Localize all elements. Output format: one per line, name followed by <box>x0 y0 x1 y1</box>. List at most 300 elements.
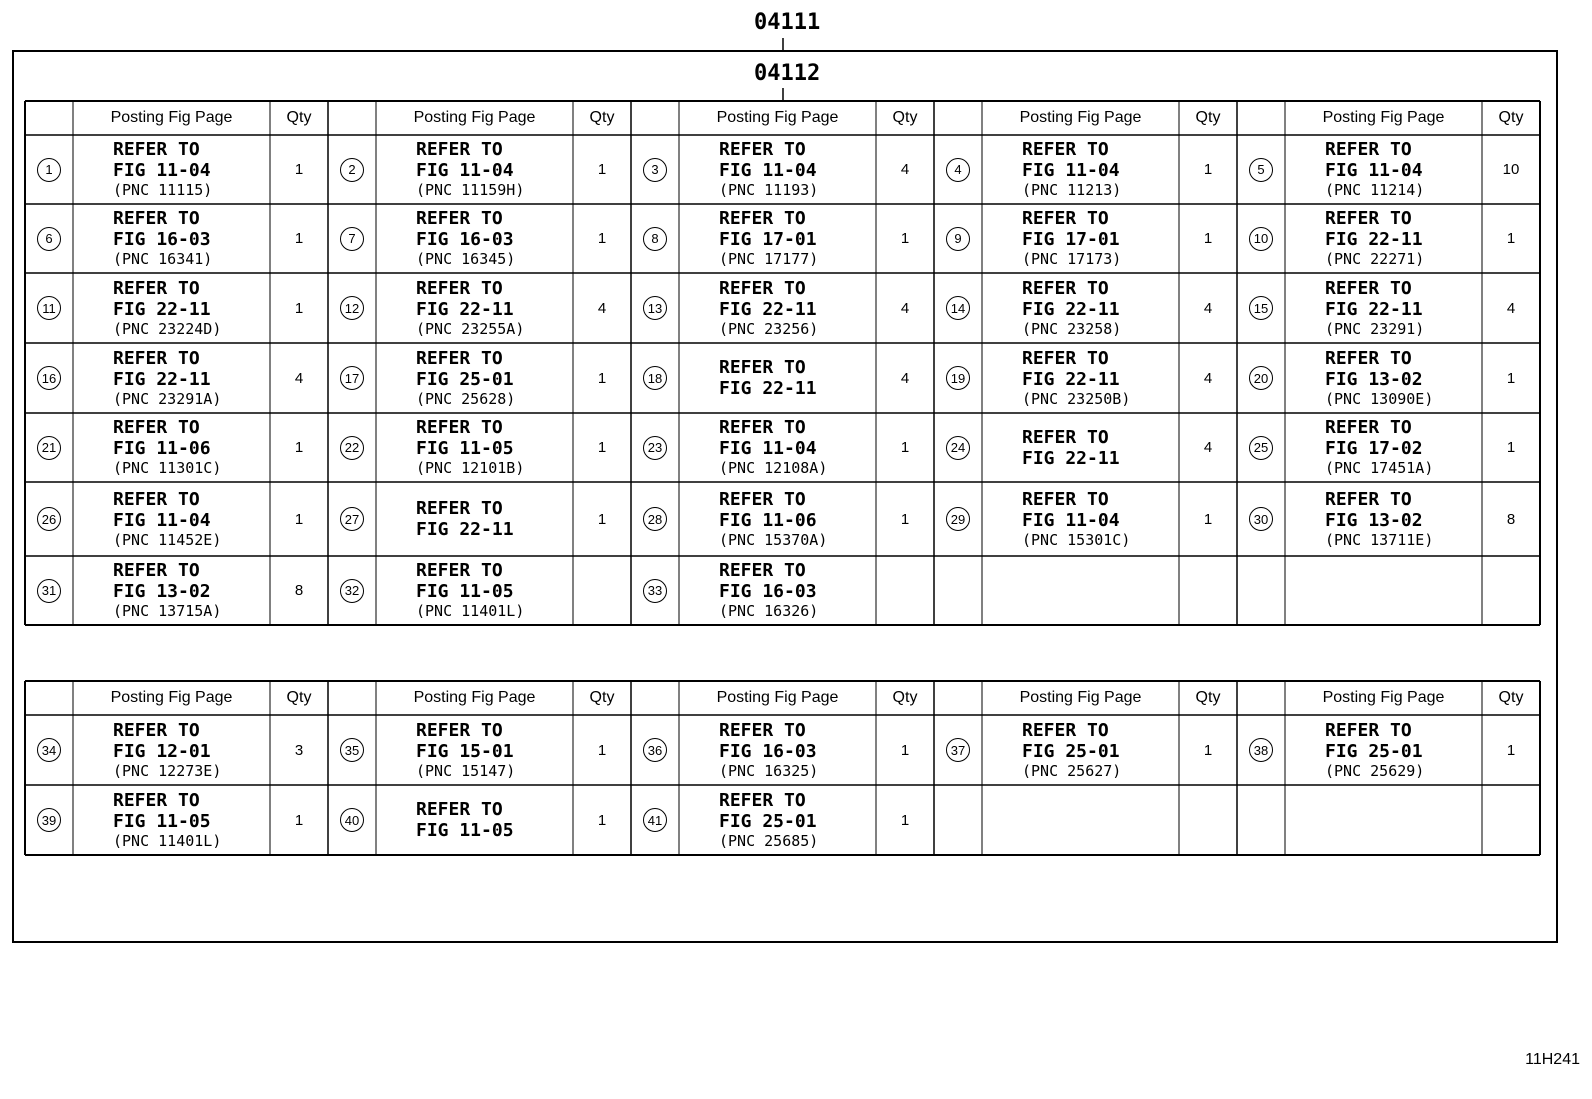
refer-to-text: REFER TO <box>113 208 200 229</box>
item-number-cell <box>1237 343 1285 413</box>
qty-cell: 1 <box>597 439 607 456</box>
refer-to-text: REFER TO <box>1022 208 1109 229</box>
pnc-reference: (PNC 13090E) <box>1325 389 1434 408</box>
fig-reference: FIG 22-11 <box>416 519 514 540</box>
qty-cell: 1 <box>1203 230 1213 247</box>
item-number-cell <box>934 413 982 482</box>
qty-cell: 1 <box>294 299 304 317</box>
pnc-reference: (PNC 23250B) <box>1022 389 1131 408</box>
assembly-label-04112: 04112 <box>754 61 821 86</box>
item-number-badge: 34 <box>37 738 61 762</box>
header-posting-fig-page: Posting Fig Page <box>413 109 536 126</box>
item-number-badge: 18 <box>643 366 667 390</box>
posting-fig-page-cell <box>73 135 270 204</box>
qty-cell: 1 <box>294 230 304 247</box>
posting-fig-page-cell <box>73 273 270 343</box>
pnc-reference: (PNC 25628) <box>416 389 516 408</box>
header-posting-fig-page: Posting Fig Page <box>1322 689 1445 706</box>
qty-cell: 1 <box>597 811 607 829</box>
posting-fig-page-cell <box>1285 482 1482 556</box>
fig-reference: FIG 11-04 <box>113 160 211 181</box>
refer-to-text: REFER TO <box>1022 426 1109 448</box>
fig-reference: FIG 11-04 <box>719 438 817 459</box>
refer-to-text: REFER TO <box>719 139 806 160</box>
item-number-badge: 8 <box>643 227 667 251</box>
posting-fig-page-cell <box>73 556 270 625</box>
refer-to-text: REFER TO <box>416 139 503 160</box>
header-posting-fig-page: Posting Fig Page <box>716 689 839 706</box>
fig-reference: FIG 22-11 <box>1022 298 1120 320</box>
refer-to-text: REFER TO <box>1022 347 1109 369</box>
fig-reference: FIG 25-01 <box>1022 740 1120 762</box>
item-number-cell <box>1237 273 1285 343</box>
posting-fig-page-cell <box>679 556 876 625</box>
refer-to-text: REFER TO <box>1325 488 1412 510</box>
pnc-reference: (PNC 23256) <box>719 319 819 338</box>
posting-fig-page-cell <box>679 273 876 343</box>
pnc-reference: (PNC 25627) <box>1022 761 1122 780</box>
posting-fig-page-cell <box>679 135 876 204</box>
fig-reference: FIG 13-02 <box>113 581 211 602</box>
pnc-reference: (PNC 23291) <box>1325 319 1425 338</box>
fig-reference: FIG 16-03 <box>416 229 514 250</box>
qty-cell <box>1179 785 1237 855</box>
qty-cell: 8 <box>294 582 304 599</box>
qty-cell: 3 <box>294 741 304 759</box>
fig-reference: FIG 12-01 <box>113 740 211 762</box>
qty-cell <box>876 556 934 625</box>
pnc-reference: (PNC 15370A) <box>719 530 828 549</box>
fig-reference: FIG 13-02 <box>1325 509 1423 531</box>
posting-fig-page-cell <box>376 204 573 273</box>
posting-fig-page-cell <box>982 413 1179 482</box>
header-qty: Qty <box>589 689 615 706</box>
item-number-badge: 4 <box>946 158 970 182</box>
fig-reference: FIG 17-01 <box>1022 229 1120 250</box>
fig-reference: FIG 11-05 <box>113 810 211 832</box>
refer-to-text: REFER TO <box>113 789 200 811</box>
posting-fig-page-cell <box>1285 785 1482 855</box>
refer-to-text: REFER TO <box>113 277 200 299</box>
item-number-badge: 1 <box>37 158 61 182</box>
refer-to-text: REFER TO <box>416 277 503 299</box>
posting-fig-page-cell <box>982 556 1179 625</box>
item-number-cell <box>631 135 679 204</box>
fig-reference: FIG 11-06 <box>719 509 817 531</box>
pnc-reference: (PNC 23291A) <box>113 389 222 408</box>
qty-cell: 1 <box>1203 161 1213 178</box>
posting-fig-page-cell <box>982 273 1179 343</box>
posting-fig-page-cell <box>376 556 573 625</box>
pnc-reference: (PNC 17451A) <box>1325 459 1434 477</box>
posting-fig-page-cell <box>73 343 270 413</box>
fig-reference: FIG 22-11 <box>1022 368 1120 390</box>
pnc-reference: (PNC 22271) <box>1325 250 1425 268</box>
refer-to-text: REFER TO <box>719 719 806 741</box>
qty-cell: 4 <box>900 161 910 178</box>
refer-to-text: REFER TO <box>416 560 503 581</box>
header-qty: Qty <box>892 689 918 706</box>
refer-to-text: REFER TO <box>113 719 200 741</box>
qty-cell: 1 <box>900 510 910 528</box>
qty-cell: 1 <box>1506 369 1516 387</box>
posting-fig-page-cell <box>1285 273 1482 343</box>
header-qty: Qty <box>1195 689 1221 706</box>
item-number-badge: 41 <box>643 808 667 832</box>
refer-to-text: REFER TO <box>113 488 200 510</box>
fig-reference: FIG 13-02 <box>1325 368 1423 390</box>
item-number-badge: 6 <box>37 227 61 251</box>
item-number-cell <box>328 482 376 556</box>
item-number-badge: 2 <box>340 158 364 182</box>
posting-fig-page-cell <box>1285 715 1482 785</box>
refer-to-text: REFER TO <box>1022 488 1109 510</box>
posting-fig-page-cell <box>376 135 573 204</box>
item-number-badge: 36 <box>643 738 667 762</box>
item-number-cell <box>25 273 73 343</box>
posting-fig-page-cell <box>376 715 573 785</box>
pnc-reference: (PNC 25629) <box>1325 761 1425 780</box>
refer-to-text: REFER TO <box>719 208 806 229</box>
refer-to-text: REFER TO <box>416 347 503 369</box>
refer-to-text: REFER TO <box>1325 277 1412 299</box>
item-number-badge: 11 <box>37 296 61 320</box>
refer-to-text: REFER TO <box>1325 417 1412 438</box>
header-qty: Qty <box>1498 689 1524 706</box>
item-number-cell <box>934 343 982 413</box>
item-number-cell <box>328 135 376 204</box>
qty-cell <box>1482 785 1540 855</box>
reference-table-1 <box>25 101 1540 625</box>
posting-fig-page-cell <box>376 273 573 343</box>
header-posting-fig-page: Posting Fig Page <box>110 109 233 126</box>
refer-to-text: REFER TO <box>1022 139 1109 160</box>
pnc-reference: (PNC 11214) <box>1325 181 1425 199</box>
qty-cell: 4 <box>900 299 910 317</box>
refer-to-text: REFER TO <box>719 417 806 438</box>
posting-fig-page-cell <box>1285 556 1482 625</box>
qty-cell <box>573 556 631 625</box>
posting-fig-page-cell <box>73 785 270 855</box>
refer-to-text: REFER TO <box>1325 347 1412 369</box>
item-number-badge: 29 <box>946 507 970 531</box>
pnc-reference: (PNC 11213) <box>1022 181 1122 199</box>
item-number-badge: 15 <box>1249 296 1273 320</box>
qty-cell: 1 <box>294 439 304 456</box>
qty-cell: 4 <box>1203 299 1213 317</box>
fig-reference: FIG 11-05 <box>416 820 514 841</box>
refer-to-text: REFER TO <box>1325 719 1412 741</box>
refer-to-text: REFER TO <box>113 347 200 369</box>
pnc-reference: (PNC 23255A) <box>416 319 525 338</box>
qty-cell: 1 <box>900 741 910 759</box>
item-number-badge: 30 <box>1249 507 1273 531</box>
qty-cell: 1 <box>597 741 607 759</box>
diagram-code: 11H241 <box>1525 1051 1580 1068</box>
item-number-cell <box>1237 482 1285 556</box>
item-number-cell <box>631 204 679 273</box>
fig-reference: FIG 22-11 <box>719 298 817 320</box>
item-number-badge: 24 <box>946 436 970 460</box>
qty-cell: 10 <box>1502 161 1520 178</box>
qty-cell: 1 <box>1203 741 1213 759</box>
item-number-badge: 22 <box>340 436 364 460</box>
qty-cell: 1 <box>1506 230 1516 247</box>
item-number-cell <box>328 413 376 482</box>
pnc-reference: (PNC 11193) <box>719 181 819 199</box>
item-number-badge: 20 <box>1249 366 1273 390</box>
posting-fig-page-cell <box>679 413 876 482</box>
pnc-reference: (PNC 12101B) <box>416 459 525 477</box>
fig-reference: FIG 16-03 <box>719 581 817 602</box>
fig-reference: FIG 22-11 <box>1022 447 1120 469</box>
pnc-reference: (PNC 12273E) <box>113 761 222 780</box>
posting-fig-page-cell <box>982 715 1179 785</box>
item-number-badge: 3 <box>643 158 667 182</box>
item-number-cell <box>328 204 376 273</box>
pnc-reference: (PNC 11159H) <box>416 181 525 199</box>
refer-to-text: REFER TO <box>416 417 503 438</box>
pnc-reference: (PNC 16345) <box>416 250 516 268</box>
header-qty: Qty <box>1498 109 1524 126</box>
posting-fig-page-cell <box>982 482 1179 556</box>
refer-to-text: REFER TO <box>113 139 200 160</box>
item-number-badge: 37 <box>946 738 970 762</box>
qty-cell: 1 <box>1506 439 1516 456</box>
qty-cell: 1 <box>294 811 304 829</box>
posting-fig-page-cell <box>73 715 270 785</box>
item-number-cell <box>25 482 73 556</box>
item-number-badge: 17 <box>340 366 364 390</box>
fig-reference: FIG 22-11 <box>719 378 817 399</box>
pnc-reference: (PNC 11301C) <box>113 459 222 477</box>
item-number-cell <box>25 556 73 625</box>
item-number-badge: 19 <box>946 366 970 390</box>
posting-fig-page-cell <box>1285 135 1482 204</box>
pnc-reference: (PNC 25685) <box>719 831 819 850</box>
item-number-cell <box>631 556 679 625</box>
item-number-cell <box>631 785 679 855</box>
posting-fig-page-cell <box>1285 413 1482 482</box>
refer-to-text: REFER TO <box>719 357 806 378</box>
posting-fig-page-cell <box>73 482 270 556</box>
item-number-badge: 16 <box>37 366 61 390</box>
item-number-cell <box>934 556 982 625</box>
refer-to-text: REFER TO <box>113 560 200 581</box>
refer-to-text: REFER TO <box>1022 719 1109 741</box>
item-number-badge: 31 <box>37 579 61 603</box>
item-number-cell <box>934 785 982 855</box>
item-number-cell <box>328 715 376 785</box>
item-number-cell <box>25 413 73 482</box>
pnc-reference: (PNC 16341) <box>113 250 213 268</box>
posting-fig-page-cell <box>1285 204 1482 273</box>
header-posting-fig-page: Posting Fig Page <box>1322 109 1445 126</box>
qty-cell: 1 <box>900 230 910 247</box>
fig-reference: FIG 25-01 <box>1325 740 1423 762</box>
fig-reference: FIG 22-11 <box>416 298 514 320</box>
item-number-badge: 28 <box>643 507 667 531</box>
posting-fig-page-cell <box>679 785 876 855</box>
pnc-reference: (PNC 23224D) <box>113 319 222 338</box>
refer-to-text: REFER TO <box>416 208 503 229</box>
posting-fig-page-cell <box>376 482 573 556</box>
posting-fig-page-cell <box>73 204 270 273</box>
qty-cell: 1 <box>597 230 607 247</box>
qty-cell: 1 <box>294 161 304 178</box>
item-number-cell <box>25 135 73 204</box>
item-number-cell <box>1237 556 1285 625</box>
fig-reference: FIG 25-01 <box>416 368 514 390</box>
qty-cell: 1 <box>900 439 910 456</box>
header-posting-fig-page: Posting Fig Page <box>110 689 233 706</box>
item-number-badge: 40 <box>340 808 364 832</box>
posting-fig-page-cell <box>73 413 270 482</box>
posting-fig-page-cell <box>376 343 573 413</box>
fig-reference: FIG 22-11 <box>113 298 211 320</box>
qty-cell: 4 <box>597 299 607 317</box>
posting-fig-page-cell <box>1285 343 1482 413</box>
pnc-reference: (PNC 16325) <box>719 761 819 780</box>
item-number-cell <box>328 343 376 413</box>
header-posting-fig-page: Posting Fig Page <box>1019 689 1142 706</box>
fig-reference: FIG 16-03 <box>719 740 817 762</box>
qty-cell <box>1482 556 1540 625</box>
header-qty: Qty <box>286 109 312 126</box>
pnc-reference: (PNC 11401L) <box>113 831 222 850</box>
refer-to-text: REFER TO <box>719 560 806 581</box>
refer-to-text: REFER TO <box>1325 208 1412 229</box>
assembly-label-04111: 04111 <box>754 10 821 35</box>
posting-fig-page-cell <box>982 204 1179 273</box>
posting-fig-page-cell <box>679 343 876 413</box>
qty-cell: 8 <box>1506 510 1516 528</box>
item-number-cell <box>328 273 376 343</box>
qty-cell: 4 <box>1203 439 1213 456</box>
qty-cell: 1 <box>294 510 304 528</box>
fig-reference: FIG 11-04 <box>1022 509 1120 531</box>
qty-cell: 4 <box>900 369 910 387</box>
refer-to-text: REFER TO <box>719 488 806 510</box>
pnc-reference: (PNC 11115) <box>113 181 213 199</box>
item-number-cell <box>934 715 982 785</box>
item-number-badge: 5 <box>1249 158 1273 182</box>
header-posting-fig-page: Posting Fig Page <box>716 109 839 126</box>
item-number-badge: 26 <box>37 507 61 531</box>
refer-to-text: REFER TO <box>416 498 503 519</box>
header-qty: Qty <box>1195 109 1221 126</box>
fig-reference: FIG 15-01 <box>416 740 514 762</box>
item-number-cell <box>631 343 679 413</box>
item-number-cell <box>328 785 376 855</box>
refer-to-text: REFER TO <box>1022 277 1109 299</box>
item-number-badge: 12 <box>340 296 364 320</box>
header-qty: Qty <box>589 109 615 126</box>
fig-reference: FIG 16-03 <box>113 229 211 250</box>
fig-reference: FIG 11-04 <box>719 160 817 181</box>
posting-fig-page-cell <box>679 715 876 785</box>
fig-reference: FIG 22-11 <box>1325 229 1423 250</box>
item-number-cell <box>631 482 679 556</box>
item-number-badge: 32 <box>340 579 364 603</box>
item-number-cell <box>934 273 982 343</box>
reference-table-2 <box>25 681 1540 855</box>
item-number-cell <box>631 715 679 785</box>
item-number-cell <box>631 413 679 482</box>
qty-cell: 1 <box>1203 510 1213 528</box>
refer-to-text: REFER TO <box>719 789 806 811</box>
item-number-badge: 38 <box>1249 738 1273 762</box>
pnc-reference: (PNC 15147) <box>416 761 516 780</box>
item-number-badge: 25 <box>1249 436 1273 460</box>
item-number-cell <box>1237 135 1285 204</box>
item-number-badge: 14 <box>946 296 970 320</box>
fig-reference: FIG 11-06 <box>113 438 211 459</box>
item-number-badge: 21 <box>37 436 61 460</box>
header-posting-fig-page: Posting Fig Page <box>413 689 536 706</box>
item-number-cell <box>1237 785 1285 855</box>
qty-cell: 1 <box>597 161 607 178</box>
pnc-reference: (PNC 12108A) <box>719 459 828 477</box>
pnc-reference: (PNC 15301C) <box>1022 530 1131 549</box>
posting-fig-page-cell <box>679 204 876 273</box>
item-number-cell <box>1237 715 1285 785</box>
item-number-badge: 13 <box>643 296 667 320</box>
item-number-cell <box>1237 204 1285 273</box>
fig-reference: FIG 17-01 <box>719 229 817 250</box>
refer-to-text: REFER TO <box>719 277 806 299</box>
pnc-reference: (PNC 13715A) <box>113 602 222 620</box>
pnc-reference: (PNC 11452E) <box>113 530 222 549</box>
refer-to-text: REFER TO <box>113 417 200 438</box>
posting-fig-page-cell <box>376 785 573 855</box>
item-number-badge: 27 <box>340 507 364 531</box>
qty-cell: 4 <box>1203 369 1213 387</box>
fig-reference: FIG 22-11 <box>1325 298 1423 320</box>
fig-reference: FIG 11-04 <box>113 509 211 531</box>
header-posting-fig-page: Posting Fig Page <box>1019 109 1142 126</box>
item-number-cell <box>934 204 982 273</box>
qty-cell: 1 <box>1506 741 1516 759</box>
item-number-cell <box>25 715 73 785</box>
item-number-badge: 9 <box>946 227 970 251</box>
pnc-reference: (PNC 11401L) <box>416 602 525 620</box>
header-qty: Qty <box>892 109 918 126</box>
refer-to-text: REFER TO <box>1325 139 1412 160</box>
item-number-badge: 7 <box>340 227 364 251</box>
fig-reference: FIG 11-05 <box>416 438 514 459</box>
pnc-reference: (PNC 13711E) <box>1325 530 1434 549</box>
item-number-cell <box>25 343 73 413</box>
header-qty: Qty <box>286 689 312 706</box>
pnc-reference: (PNC 16326) <box>719 602 819 620</box>
fig-reference: FIG 11-04 <box>1022 160 1120 181</box>
pnc-reference: (PNC 17173) <box>1022 250 1122 268</box>
pnc-reference: (PNC 17177) <box>719 250 819 268</box>
item-number-cell <box>25 204 73 273</box>
fig-reference: FIG 22-11 <box>113 368 211 390</box>
qty-cell: 1 <box>597 510 607 528</box>
posting-fig-page-cell <box>982 785 1179 855</box>
fig-reference: FIG 25-01 <box>719 810 817 832</box>
item-number-badge: 35 <box>340 738 364 762</box>
qty-cell <box>1179 556 1237 625</box>
item-number-badge: 10 <box>1249 227 1273 251</box>
posting-fig-page-cell <box>982 135 1179 204</box>
refer-to-text: REFER TO <box>416 799 503 820</box>
posting-fig-page-cell <box>679 482 876 556</box>
fig-reference: FIG 11-04 <box>1325 160 1423 181</box>
